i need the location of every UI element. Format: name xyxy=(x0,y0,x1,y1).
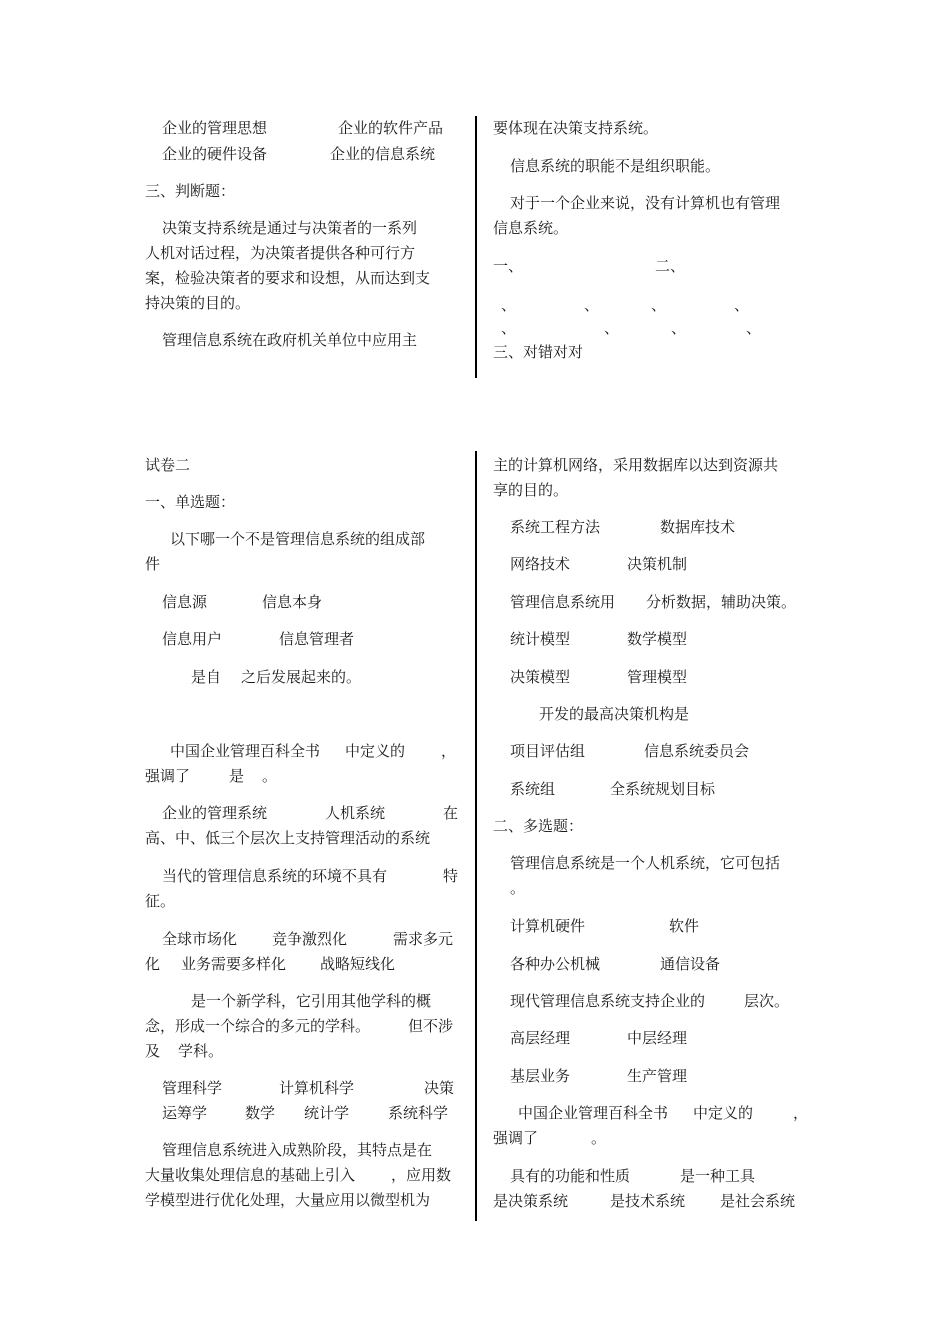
option-text: 是技术系统 xyxy=(610,1192,686,1210)
option-text: 管理模型 xyxy=(627,668,688,686)
answer-separator: 、 xyxy=(501,296,517,314)
question-text: 人机对话过程，为决策者提供各种可行方 xyxy=(145,244,416,262)
option-text: 系统科学 xyxy=(388,1104,449,1122)
option-text: 竞争激烈化 xyxy=(272,930,348,948)
question-text: 管理信息系统在政府机关单位中应用主 xyxy=(162,331,418,349)
question-text: 现代管理信息系统支持企业的 xyxy=(510,992,706,1010)
question-text: 享的目的。 xyxy=(493,481,569,499)
question-text: 。 xyxy=(510,879,526,897)
option-text: 各种办公机械 xyxy=(510,955,601,973)
question-text: 强调了 xyxy=(145,767,191,785)
column-divider-top xyxy=(475,116,477,378)
question-text: 及 xyxy=(145,1042,161,1060)
question-text: 学模型进行优化处理，大量应用以微型机为 xyxy=(145,1191,431,1209)
option-text: 决策 xyxy=(424,1079,455,1097)
option-text: 是决策系统 xyxy=(493,1192,569,1210)
section-heading-single: 一、单选题： xyxy=(145,493,236,511)
option-text: 网络技术 xyxy=(510,555,571,573)
option-text: 决策模型 xyxy=(510,668,571,686)
question-text: 信息系统。 xyxy=(493,219,569,237)
option-text: 企业的信息系统 xyxy=(330,145,436,163)
answer-separator: 、 xyxy=(604,319,620,337)
question-text: ， xyxy=(793,1104,809,1122)
question-text: 开发的最高决策机构是 xyxy=(539,705,690,723)
answer-heading: 一、 xyxy=(493,257,524,275)
question-text: 中定义的 xyxy=(345,742,406,760)
option-text: 运筹学 xyxy=(162,1104,208,1122)
question-text: 要体现在决策支持系统。 xyxy=(493,119,659,137)
option-text: 计算机硬件 xyxy=(510,917,586,935)
option-text: 项目评估组 xyxy=(510,742,586,760)
answer-heading: 三、对错对对 xyxy=(493,343,584,361)
option-text: 是社会系统 xyxy=(720,1192,796,1210)
answer-separator: 、 xyxy=(651,296,667,314)
answer-heading: 二、 xyxy=(655,257,686,275)
option-text: 企业的管理系统 xyxy=(162,804,268,822)
question-text: 但不涉 xyxy=(408,1017,454,1035)
option-text: 需求多元 xyxy=(393,930,454,948)
exam-title: 试卷二 xyxy=(145,456,191,474)
option-text: 信息本身 xyxy=(262,593,323,611)
question-text: 。 xyxy=(591,1129,607,1147)
option-text: 高层经理 xyxy=(510,1029,571,1047)
option-text: 通信设备 xyxy=(660,955,721,973)
question-text: 征。 xyxy=(145,892,176,910)
question-text: 特 xyxy=(443,867,459,885)
question-text: 案，检验决策者的要求和设想，从而达到支 xyxy=(145,269,431,287)
option-text: 统计学 xyxy=(304,1104,350,1122)
option-text: 是一种工具 xyxy=(680,1167,756,1185)
question-text: 管理信息系统是一个人机系统，它可包括 xyxy=(510,854,781,872)
option-text: 业务需要多样化 xyxy=(181,955,287,973)
question-text: 中国企业管理百科全书 xyxy=(170,742,321,760)
option-text: 信息系统委员会 xyxy=(644,742,750,760)
question-text: 信息系统的职能不是组织职能。 xyxy=(510,157,721,175)
question-text: 主的计算机网络，采用数据库以达到资源共 xyxy=(493,456,779,474)
question-text: 中国企业管理百科全书 xyxy=(518,1104,669,1122)
option-text: 决策机制 xyxy=(627,555,688,573)
option-text: 高、中、低三个层次上支持管理活动的系统 xyxy=(145,829,431,847)
section-heading-judge: 三、判断题： xyxy=(145,182,236,200)
option-text: 信息用户 xyxy=(162,630,223,648)
question-text: 强调了 xyxy=(493,1129,539,1147)
question-text: 决策支持系统是通过与决策者的一系列 xyxy=(162,219,418,237)
answer-separator: 、 xyxy=(734,296,750,314)
question-text: 是自 xyxy=(191,668,222,686)
question-text: 分析数据，辅助决策。 xyxy=(646,593,797,611)
option-text: 数学 xyxy=(245,1104,276,1122)
option-text: 信息管理者 xyxy=(279,630,355,648)
question-text: ， xyxy=(441,742,457,760)
option-text: 企业的软件产品 xyxy=(338,119,444,137)
option-text: 企业的管理思想 xyxy=(162,119,268,137)
option-text: 战略短线化 xyxy=(320,955,396,973)
question-text: 以下哪一个不是管理信息系统的组成部 xyxy=(170,530,426,548)
question-text: 层次。 xyxy=(744,992,790,1010)
option-text: 在 xyxy=(443,804,459,822)
answer-separator: 、 xyxy=(746,319,762,337)
option-text: 系统组 xyxy=(510,780,556,798)
question-text: 持决策的目的。 xyxy=(145,294,251,312)
option-text: 基层业务 xyxy=(510,1067,571,1085)
question-text: ，应用数 xyxy=(391,1166,452,1184)
option-text: 全系统规划目标 xyxy=(610,780,716,798)
option-text: 企业的硬件设备 xyxy=(162,145,268,163)
section-heading-multi: 二、多选题： xyxy=(493,817,584,835)
option-text: 具有的功能和性质 xyxy=(510,1167,631,1185)
question-text: 当代的管理信息系统的环境不具有 xyxy=(162,867,388,885)
question-text: 管理信息系统用 xyxy=(510,593,616,611)
option-text: 软件 xyxy=(669,917,700,935)
option-text: 系统工程方法 xyxy=(510,518,601,536)
option-text: 信息源 xyxy=(162,593,208,611)
answer-separator: 、 xyxy=(501,319,517,337)
option-text: 人机系统 xyxy=(325,804,386,822)
option-text: 管理科学 xyxy=(162,1079,223,1097)
option-text: 中层经理 xyxy=(627,1029,688,1047)
question-text: 。 xyxy=(262,767,278,785)
option-text: 化 xyxy=(145,955,161,973)
option-text: 生产管理 xyxy=(627,1067,688,1085)
option-text: 数学模型 xyxy=(627,630,688,648)
column-divider-bottom xyxy=(475,451,477,1221)
question-text: 件 xyxy=(145,555,161,573)
option-text: 数据库技术 xyxy=(660,518,736,536)
question-text: 管理信息系统进入成熟阶段，其特点是在 xyxy=(162,1141,433,1159)
answer-separator: 、 xyxy=(584,296,600,314)
answer-separator: 、 xyxy=(671,319,687,337)
question-text: 之后发展起来的。 xyxy=(241,668,362,686)
option-text: 计算机科学 xyxy=(279,1079,355,1097)
question-text: 念，形成一个综合的多元的学科。 xyxy=(145,1017,371,1035)
question-text: 中定义的 xyxy=(693,1104,754,1122)
question-text: 学科。 xyxy=(178,1042,224,1060)
question-text: 是 xyxy=(229,767,245,785)
question-text: 大量收集处理信息的基础上引入 xyxy=(145,1166,356,1184)
question-text: 对于一个企业来说，没有计算机也有管理 xyxy=(510,194,781,212)
question-text: 是一个新学科，它引用其他学科的概 xyxy=(191,992,432,1010)
option-text: 统计模型 xyxy=(510,630,571,648)
option-text: 全球市场化 xyxy=(162,930,238,948)
